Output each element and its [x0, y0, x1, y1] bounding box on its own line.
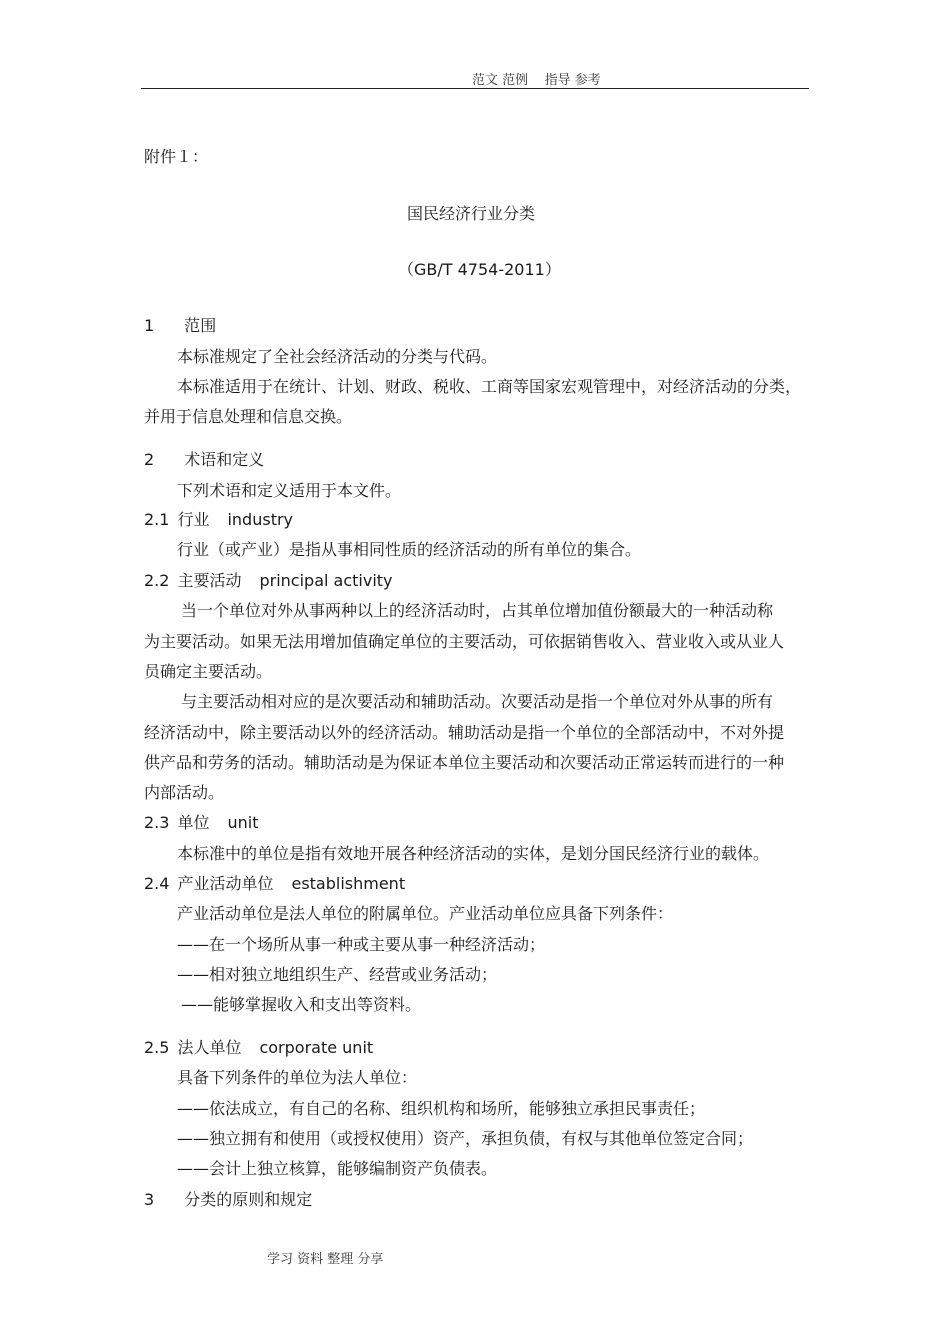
standard-code: （GB/T 4754-2011）	[398, 260, 561, 279]
subsection-2-2-heading	[144, 571, 393, 591]
attachment-label: 附件１：	[144, 147, 209, 166]
subsection-number: 2.5	[144, 1038, 170, 1057]
term: 法人单位	[177, 1038, 242, 1057]
term-english: unit	[227, 813, 259, 832]
page-header: 范文 范例 指导 参考	[472, 73, 601, 88]
section-number: 3	[144, 1190, 155, 1209]
section-1-heading	[144, 316, 216, 336]
subsection-number: 2.1	[144, 510, 170, 529]
paragraph: 经济活动中，除主要活动以外的经济活动。辅助活动是指一个单位的全部活动中，不对外提	[144, 723, 785, 742]
list-item: ——能够掌握收入和支出等资料。	[181, 995, 422, 1014]
term-english: corporate unit	[259, 1038, 374, 1057]
paragraph: 并用于信息处理和信息交换。	[144, 407, 353, 426]
paragraph: 具备下列条件的单位为法人单位：	[177, 1068, 418, 1087]
paragraph: 内部活动。	[144, 783, 225, 802]
list-item: ——会计上独立核算，能够编制资产负债表。	[177, 1159, 498, 1178]
subsection-2-3-heading	[144, 813, 258, 833]
list-item: ——独立拥有和使用（或授权使用）资产，承担负债，有权与其他单位签定合同；	[177, 1129, 754, 1148]
term: 行业	[177, 510, 210, 529]
document-title: 国民经济行业分类	[407, 204, 536, 223]
paragraph: 本标准适用于在统计、计划、财政、税收、工商等国家宏观管理中，对经济活动的分类，	[177, 377, 802, 396]
term-english: principal activity	[259, 571, 393, 590]
subsection-2-5-heading	[144, 1038, 373, 1058]
subsection-number: 2.2	[144, 571, 170, 590]
paragraph: 员确定主要活动。	[144, 662, 273, 681]
section-title: 术语和定义	[184, 450, 265, 469]
term-english: industry	[227, 510, 294, 529]
subsection-2-1-heading	[144, 510, 293, 530]
paragraph: 产业活动单位是法人单位的附属单位。产业活动单位应具备下列条件：	[177, 904, 674, 923]
paragraph: 与主要活动相对应的是次要活动和辅助活动。次要活动是指一个单位对外从事的所有	[181, 692, 774, 711]
section-number: 1	[144, 316, 155, 335]
paragraph: 本标准规定了全社会经济活动的分类与代码。	[177, 347, 498, 366]
term: 单位	[177, 813, 210, 832]
section-3-heading	[144, 1190, 312, 1210]
term: 主要活动	[177, 571, 242, 590]
header-rule	[141, 88, 809, 89]
paragraph: 供产品和劳务的活动。辅助活动是为保证本单位主要活动和次要活动正常运转而进行的一种	[144, 753, 785, 772]
paragraph: 本标准中的单位是指有效地开展各种经济活动的实体，是划分国民经济行业的载体。	[177, 844, 770, 863]
paragraph: 为主要活动。如果无法用增加值确定单位的主要活动，可依据销售收入、营业收入或从业人	[144, 632, 785, 651]
subsection-number: 2.3	[144, 813, 170, 832]
paragraph: 下列术语和定义适用于本文件。	[177, 481, 402, 500]
section-title: 分类的原则和规定	[184, 1190, 313, 1209]
list-item: ——在一个场所从事一种或主要从事一种经济活动；	[177, 935, 546, 954]
section-title: 范围	[184, 316, 217, 335]
page-footer: 学习 资料 整理 分享	[267, 1252, 384, 1267]
section-2-heading	[144, 450, 264, 470]
subsection-2-4-heading	[144, 874, 405, 894]
term-english: establishment	[291, 874, 406, 893]
paragraph: 行业（或产业）是指从事相同性质的经济活动的所有单位的集合。	[177, 540, 642, 559]
list-item: ——相对独立地组织生产、经营或业务活动；	[177, 965, 498, 984]
section-number: 2	[144, 450, 155, 469]
term: 产业活动单位	[177, 874, 274, 893]
paragraph: 当一个单位对外从事两种以上的经济活动时，占其单位增加值份额最大的一种活动称	[181, 601, 774, 620]
list-item: ——依法成立，有自己的名称、组织机构和场所，能够独立承担民事责任；	[177, 1099, 706, 1118]
subsection-number: 2.4	[144, 874, 170, 893]
